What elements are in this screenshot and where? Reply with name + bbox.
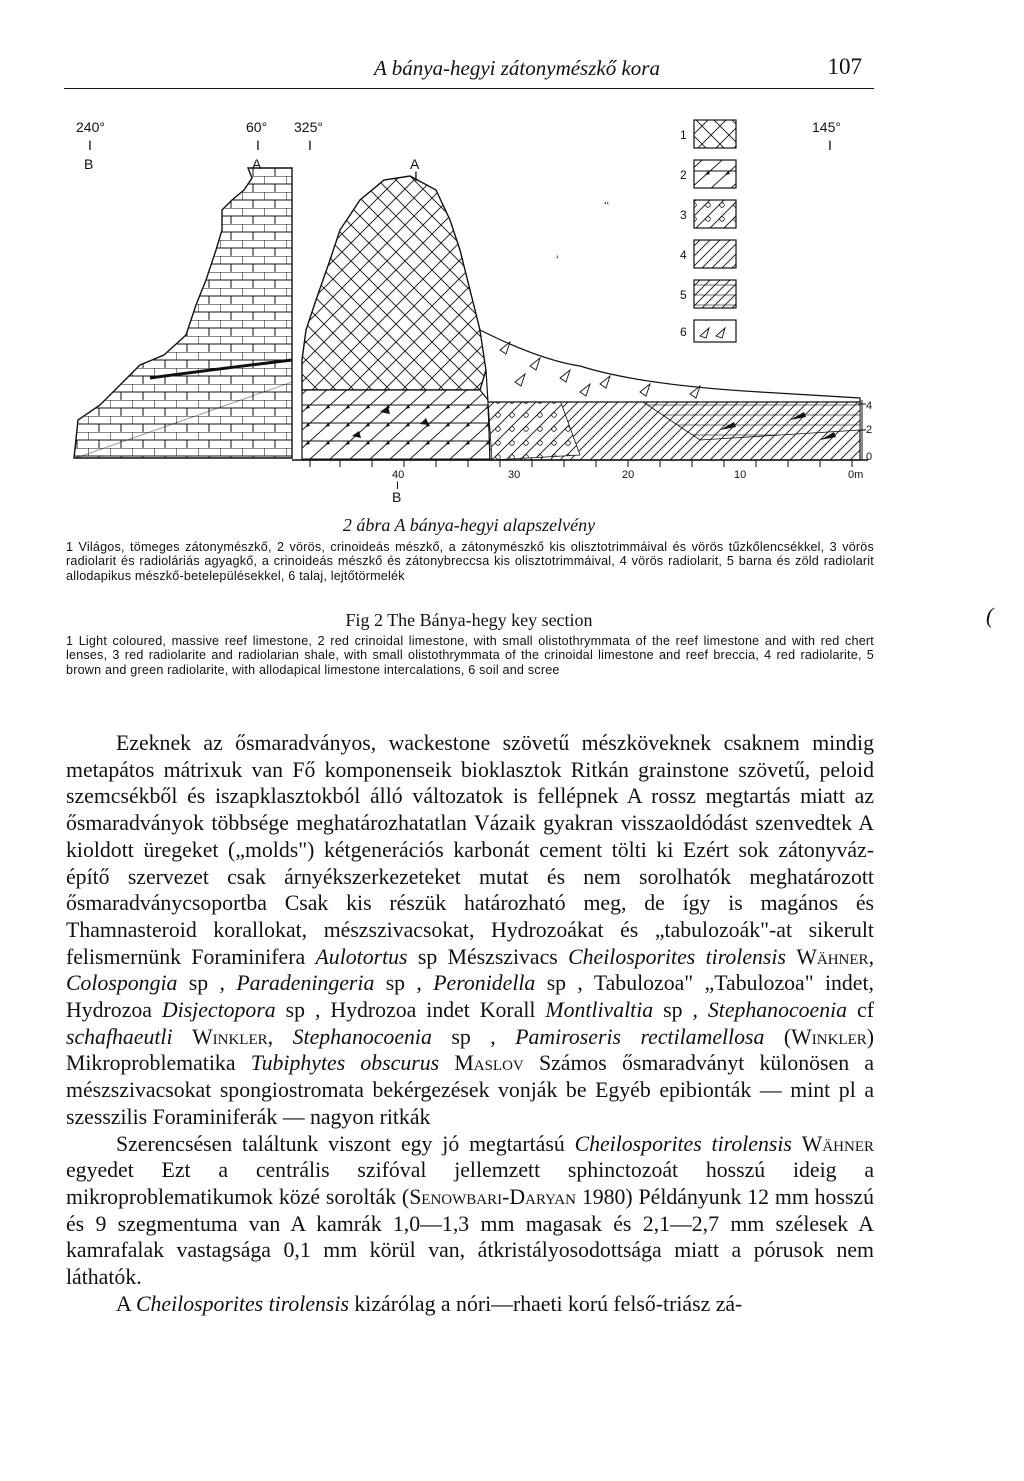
legend-number-1: 1 [680, 128, 687, 142]
bearing-240: 240° [76, 119, 105, 135]
running-head [64, 56, 874, 90]
point-a-right: A [410, 156, 420, 172]
distance-axis [310, 460, 863, 505]
legend-number-5: 5 [680, 288, 687, 302]
point-b-left: B [84, 156, 94, 172]
svg-text:I: I [828, 137, 832, 153]
tick-20: 20 [622, 469, 635, 481]
svg-text:I: I [396, 480, 400, 492]
svg-text:I: I [414, 168, 418, 184]
depth-4: 4 [866, 400, 873, 412]
caption-en-title: Fig 2 The Bánya-hegy key section [345, 610, 593, 630]
main-outcrop [292, 176, 868, 460]
paragraph-1: Ezeknek az ősmaradványos, wackestone szövetű mészköveknek csaknem mindig metapátos mátrixuk van Fő komponenseik bioklasztok Ritkán grainstone szövetű, peloid szemcsékből és iszapklasztokból álló változatok is fellépnek A rossz megtartás miatt az ősmaradványok többsége meghatározhatatlan Vázaik gyakran visszaoldódást szenvedtek A kioldott üregeket („molds") kétgenerációs karbonát cement tölti ki Ezért sok zátonyváz-építő szervezet csak árnyékszerkezeteket mutat és nem sorolhatók meghatározott ősmaradványcsoportba Csak kis részük határozható meg, de így is magános és Thamnasteroid korallokat, mészszivacsokat, Hydrozoákat és „tabulozoák"-at sikerult felismernünk Foraminifera Aulotortus sp Mészszivacs Cheilosporites tirolensis Wähner, Colospongia sp , Paradeningeria sp , Peronidella sp , Tabulozoa" „Tabulozoa" indet, Hydrozoa Disjectopora sp , Hydrozoa indet Korall Montlivaltia sp , Stephanocoenia cf schafhaeutli Winkler, Stephanocoenia sp , Pamiroseris rectilamellosa (Winkler) Mikroproblematika Tubiphytes obscurus Maslov Számos ősmaradványt külonösen a mészszivacsokat spongiostromata bekérgezések vonják be Egyéb epibionták — mint pl a szesszilis Foraminiferák — nagyon ritkák [66, 731, 875, 1129]
stray-mark-b: ‘ [556, 253, 559, 267]
caption-hu-title: 2 ábra A bánya-hegyi alapszelvény [342, 515, 596, 535]
bearing-145: 145° [812, 119, 841, 135]
legend-number-3: 3 [680, 208, 687, 222]
svg-text:I: I [308, 137, 312, 153]
paragraph-2: Szerencsésen találtunk viszont egy jó megtartású Cheilosporites tirolensis Wähner egyedet Ezt a centrális szifóval jellemzett sphinctozoát hosszú ideig a mikroproblematikumok közé sorolták (Senowbari-Daryan 1980) Példányunk 12 mm hosszú és 9 szegmentuma van A kamrák 1,0—1,3 mm magasak és 2,1—2,7 mm szélesek A kamrafalak vastagsága 0,1 mm körül van, átkristályosodottsága miatt a pórusok nem láthatók. [66, 1131, 875, 1290]
legend-number-2: 2 [680, 168, 687, 182]
body-text [66, 730, 874, 1317]
depth-2: 2 [866, 424, 873, 436]
stratigraphic-section-figure [0, 100, 1024, 510]
page-number: 107 [827, 54, 862, 79]
tick-30: 30 [508, 469, 521, 481]
left-column [74, 168, 292, 458]
caption-hu-text: 1 Világos, tömeges zátonymészkő, 2 vörös, crinoideás mészkő, a zátonymészkő kis olisztotrimmáival és vörös tűzkőlencsékkel, 3 vörös radiolarit és radioláriás agyagkő, a crinoideás mészkő és zátonybreccsa kis olisztotrimmáival, 4 vörös radiolarit, 5 barna és zöld radiolarit allodapikus mészkő-betelepülésekkel, 6 talaj, lejtőtörmelék [66, 540, 874, 583]
legend-number-6: 6 [680, 325, 687, 339]
legend-number-4: 4 [680, 248, 687, 262]
svg-text:I: I [88, 137, 92, 153]
stray-parenthesis: ( [986, 603, 994, 628]
bearing-60: 60° [246, 119, 268, 135]
tick-0m: 0m [848, 469, 864, 481]
tick-40: 40 [392, 469, 405, 481]
point-b-bottom: B [392, 489, 402, 505]
paragraph-3: A Cheilosporites tirolensis kizárólag a nóri—rhaeti korú felső-triász zá- [116, 1291, 743, 1316]
tick-10: 10 [734, 469, 747, 481]
header-rule [64, 88, 874, 89]
bearing-325: 325° [294, 119, 323, 135]
stray-mark-a: ‘‘ [604, 199, 610, 213]
depth-0: 0 [866, 451, 873, 463]
point-a-left: A [252, 156, 262, 172]
caption-en-text: 1 Light coloured, massive reef limestone, 2 red crinoidal limestone, with small olistothrymmata of the reef limestone and with red chert lenses, 3 red radiolarite and radiolarian shale, with small olistothrymmata of the crinoidal limestone and reef breccia, 4 red radiolarite, 5 brown and green radiolarite, with allodapical limestone intercalations, 6 soil and scree [66, 634, 874, 677]
running-title: A bánya-hegyi zátonymészkő kora [374, 56, 660, 80]
legend [556, 120, 736, 342]
svg-text:I: I [256, 137, 260, 153]
